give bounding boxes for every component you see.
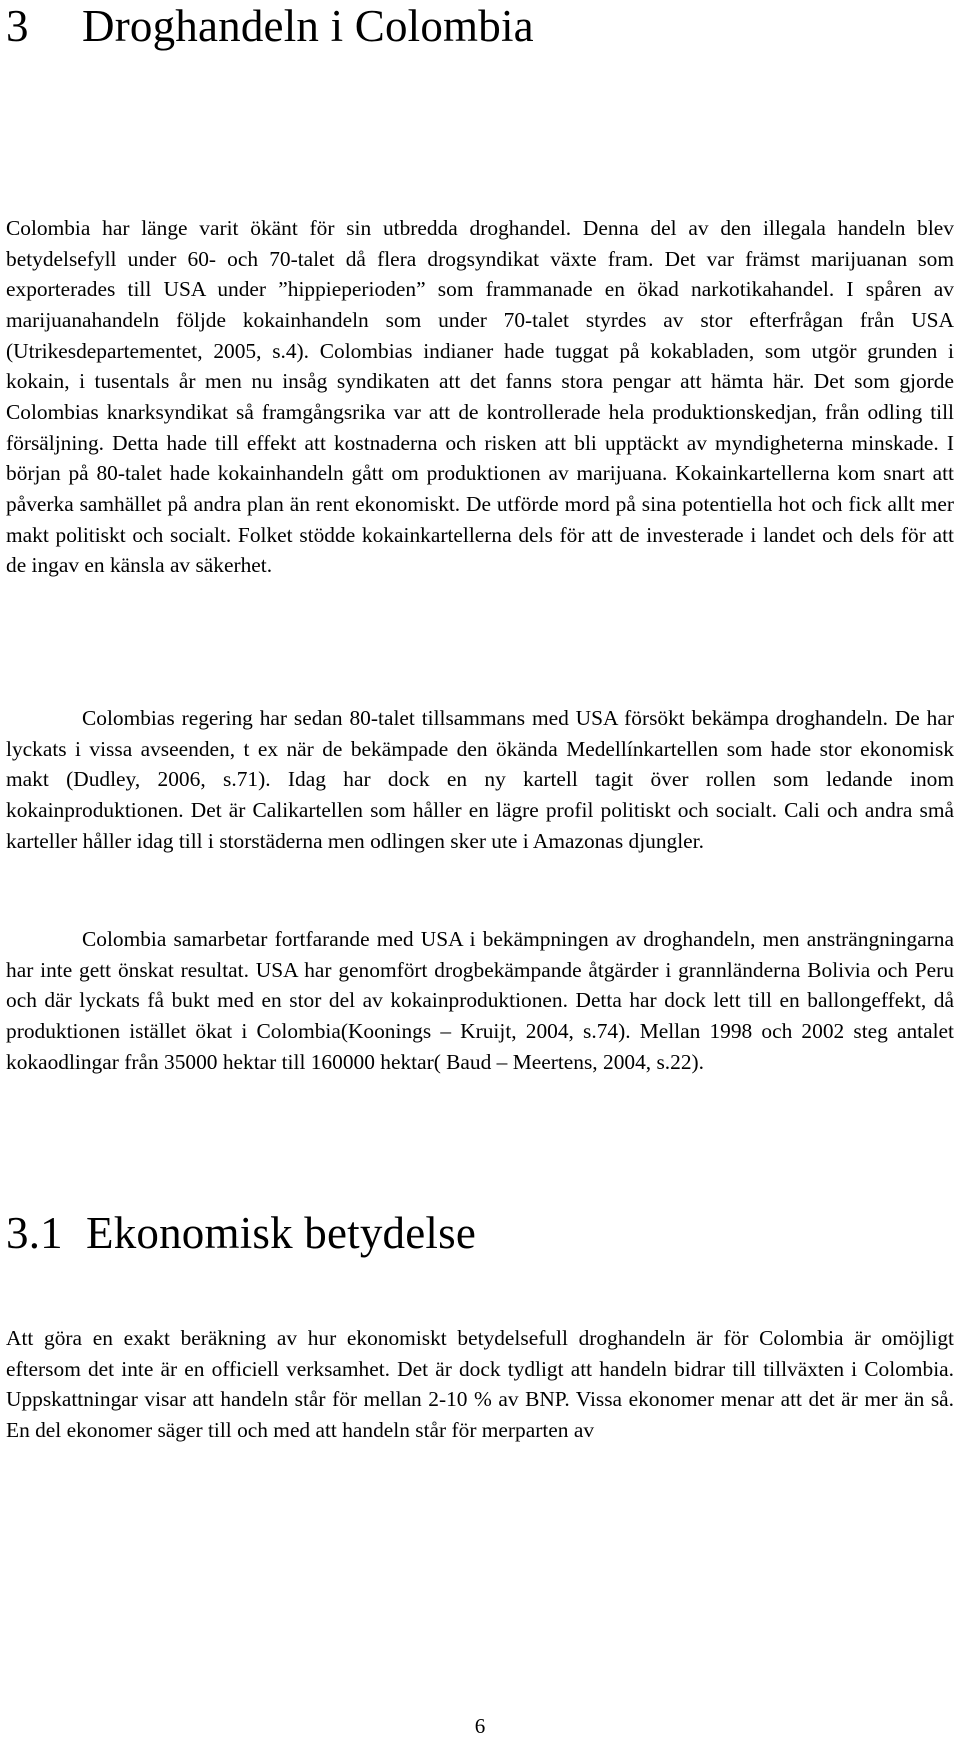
section-heading (6, 0, 534, 52)
page-number: 6 (474, 1714, 486, 1738)
subsection-heading (6, 1207, 476, 1259)
body-paragraph: Att göra en exakt beräkning av hur ekonomiskt betydelsefull droghandeln är för Colombia är omöjligt eftersom det inte är en officiell verksamhet. Det är dock tydligt att handeln bidrar till tillväxten i Colombia. Uppskattningar visar att handeln står för mellan 2-10 % av BNP. Vissa ekonomer menar att det är mer än så. En del ekonomer säger till och med att handeln står för merparten av (6, 1326, 954, 1443)
body-paragraph: Colombia samarbetar fortfarande med USA i bekämpningen av droghandeln, men ansträngningarna har inte gett önskat resultat. USA har genomfört drogbekämpande åtgärder i grannländerna Bolivia och Peru och där lyckats få bukt med en stor del av kokainproduktionen. Detta har dock lett till en ballongeffekt, då produktionen istället ökat i Colombia(Koonings – Kruijt, 2004, s.74). Mellan 1998 och 2002 steg antalet kokaodlingar från 35000 hektar till 160000 hektar( Baud – Meertens, 2004, s.22). (6, 927, 954, 1074)
body-paragraph: Colombias regering har sedan 80-talet tillsammans med USA försökt bekämpa droghandeln. De har lyckats i vissa avseenden, t ex när de bekämpade den ökända Medellínkartellen som hade stor ekonomisk makt (Dudley, 2006, s.71). Idag har dock en ny kartell tagit över rollen som ledande inom kokainproduktionen. Det är Calikartellen som håller en lägre profil politiskt och socialt. Cali och andra små karteller håller idag till i storstäderna men odlingen sker ute i Amazonas djungler. (6, 706, 954, 853)
section-number: 3 (6, 1, 29, 51)
section-title: Droghandeln i Colombia (82, 1, 534, 51)
subsection-title: Ekonomisk betydelse (86, 1208, 476, 1258)
subsection-number: 3.1 (6, 1208, 63, 1258)
body-paragraph: Colombia har länge varit ökänt för sin utbredda droghandel. Denna del av den illegala handeln blev betydelsefyll under 60- och 70-talet då flera drogsyndikat växte fram. Det var främst marijuanan som exporterades till USA under ”hippieperioden” som frammanade en ökad narkotikahandel. I spåren av marijuanahandeln följde kokainhandeln som under 70-talet styrdes av stor efterfrågan från USA (Utrikesdepartementet, 2005, s.4). Colombias indianer hade tuggat på kokabladen, som utgör grunden i kokain, i tusentals år men nu insåg syndikaten att det fanns stora pengar att hämta här. Det som gjorde Colombias knarksyndikat så framgångsrika var att de kontrollerade hela produktionskedjan, från odling till försäljning. Detta hade till effekt att kostnaderna och risken att bli upptäckt av myndigheterna minskade. I början på 80-talet hade kokainhandeln gått om produktionen av marijuana. Kokainkartellerna kom snart att påverka samhället på andra plan än rent ekonomiskt. De utförde mord på sina potentiella hot och fick allt mer makt politiskt och socialt. Folket stödde kokainkartellerna dels för att de investerade i landet och dels för att de ingav en känsla av säkerhet. (6, 216, 954, 578)
